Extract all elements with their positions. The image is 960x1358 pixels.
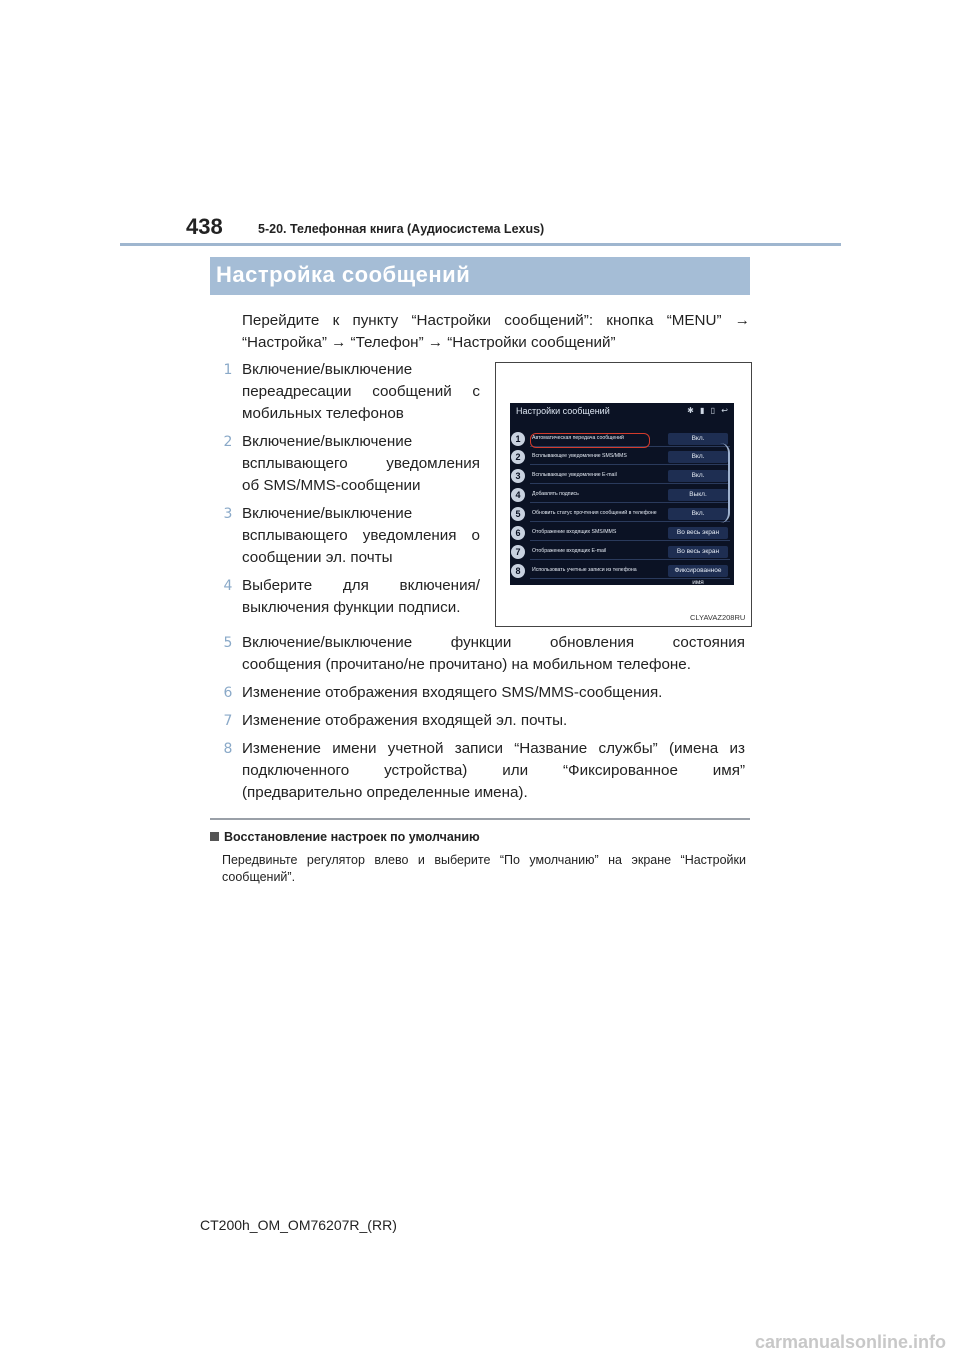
screen-row-8 <box>530 564 730 585</box>
callout-badge: 8 <box>511 564 525 578</box>
note-heading-text: Восстановление настроек по умолчанию <box>224 830 480 844</box>
screen-row-value: Вкл. <box>668 508 728 520</box>
section-header: 5-20. Телефонная книга (Аудиосистема Lexus) <box>258 222 545 236</box>
item-1 <box>242 359 480 425</box>
item-3 <box>242 503 480 569</box>
item-3-line-1: Включение/выключение <box>242 505 413 522</box>
item-number-5: 5 <box>223 635 233 651</box>
screen-row-label: Отображение входящих E-mail <box>532 548 607 554</box>
screen-row-label: Автоматическая передача сообщений <box>532 435 624 441</box>
item-5-line-1: Включение/выключение функции обновления состояния <box>242 634 745 651</box>
screen-row-label: Отображение входящих SMS/MMS <box>532 529 617 535</box>
item-3-line-3: сообщении эл. почты <box>242 549 393 566</box>
note-divider <box>210 818 750 820</box>
item-4-line-1: Выберите для включения/ <box>242 577 480 594</box>
callout-badge: 5 <box>511 507 525 521</box>
item-2 <box>242 431 480 497</box>
item-1-line-3: мобильных телефонов <box>242 405 404 422</box>
item-5 <box>242 632 745 676</box>
watermark: carmanualsonline.info <box>754 1332 946 1352</box>
item-8-line-2: подключенного устройства) или “Фиксированное имя” <box>242 762 745 779</box>
item-4-line-2: выключения функции подписи. <box>242 599 461 616</box>
callout-badge: 6 <box>511 526 525 540</box>
item-2-line-2: всплывающего уведомления <box>242 455 480 472</box>
figure-code: CLYAVAZ208RU <box>690 613 746 622</box>
screen-row-label: Добавлять подпись <box>532 491 579 497</box>
item-1-line-2: переадресации сообщений с <box>242 383 480 400</box>
footer-code: CT200h_OM_OM76207R_(RR) <box>200 1217 397 1233</box>
scroll-indicator <box>720 443 730 523</box>
item-number-7: 7 <box>223 713 233 729</box>
callout-badge: 4 <box>511 488 525 502</box>
item-2-line-3: об SMS/MMS-сообщении <box>242 477 421 494</box>
item-number-2: 2 <box>223 434 233 450</box>
screen-row-label: Обновить статус прочтения сообщений в телефоне <box>532 510 657 516</box>
item-number-1: 1 <box>223 362 233 378</box>
callout-badge: 1 <box>511 432 525 446</box>
item-8 <box>242 738 745 804</box>
item-number-6: 6 <box>223 685 233 701</box>
screen-row-label: Всплывающее уведомление E-mail <box>532 472 617 478</box>
header-rule <box>120 243 841 246</box>
item-8-line-1: Изменение имени учетной записи “Название службы” (имена из <box>242 740 745 757</box>
item-8-line-3: (предварительно определенные имена). <box>242 784 528 801</box>
item-5-line-2: сообщения (прочитано/не прочитано) на мобильном телефоне. <box>242 656 691 673</box>
screen-row-5 <box>530 507 730 522</box>
screen-row-label: Использовать учетные записи из телефона <box>532 567 637 573</box>
item-4 <box>242 575 480 619</box>
screen-status-icons: ✱ ▮ ▯ ↩ <box>687 406 730 415</box>
settings-screen-image <box>510 403 734 585</box>
callout-badge: 7 <box>511 545 525 559</box>
item-2-line-1: Включение/выключение <box>242 433 413 450</box>
page-number: 438 <box>186 214 223 239</box>
screen-row-value: Вкл. <box>668 451 728 463</box>
screen-row-7 <box>530 545 730 560</box>
screen-row-value: Во весь экран <box>668 546 728 558</box>
screen-row-value: Во весь экран <box>668 527 728 539</box>
item-number-8: 8 <box>223 741 233 757</box>
callout-badge: 3 <box>511 469 525 483</box>
note-heading <box>210 830 480 844</box>
item-number-3: 3 <box>223 506 233 522</box>
screen-row-label: Всплывающее уведомление SMS/MMS <box>532 453 627 459</box>
item-3-line-2: всплывающего уведомления о <box>242 527 480 544</box>
screen-row-4 <box>530 488 730 503</box>
screen-row-value: Выкл. <box>668 489 728 501</box>
selection-highlight <box>530 433 650 448</box>
item-number-4: 4 <box>223 578 233 594</box>
screen-row-6 <box>530 526 730 541</box>
item-7 <box>242 710 745 732</box>
square-bullet-icon <box>210 832 219 841</box>
screen-title: Настройки сообщений <box>516 406 610 416</box>
item-6 <box>242 682 745 704</box>
screen-row-3 <box>530 469 730 484</box>
page-title: Настройка сообщений <box>216 262 471 287</box>
screen-row-2 <box>530 450 730 465</box>
intro-line-2: “Настройка” → “Телефон” → “Настройки сообщений” <box>242 334 616 351</box>
item-6-line-1: Изменение отображения входящего SMS/MMS-сообщения. <box>242 684 663 701</box>
intro-line-1: Перейдите к пункту “Настройки сообщений”: кнопка “MENU” → <box>242 312 750 329</box>
screen-row-value: Вкл. <box>668 433 728 445</box>
item-7-line-1: Изменение отображения входящей эл. почты. <box>242 712 568 729</box>
note-text: Передвиньте регулятор влево и выберите “По умолчанию” на экране “Настройки сообщений”. <box>222 853 746 884</box>
item-1-line-1: Включение/выключение <box>242 361 413 378</box>
intro-paragraph <box>242 310 750 354</box>
screen-row-value: Фиксированное имя <box>668 565 728 577</box>
screen-row-value: Вкл. <box>668 470 728 482</box>
callout-badge: 2 <box>511 450 525 464</box>
